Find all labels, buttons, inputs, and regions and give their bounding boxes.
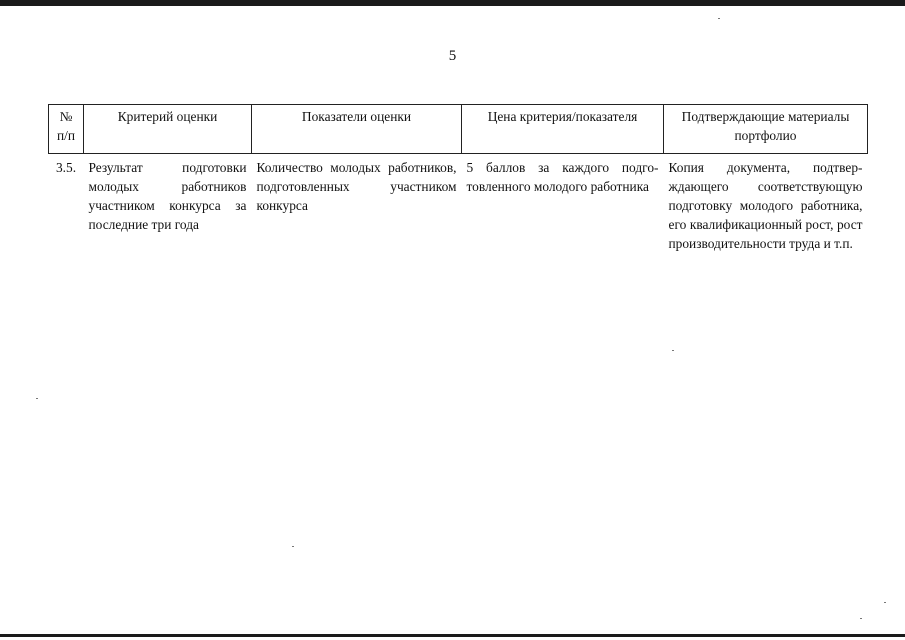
criteria-table <box>48 104 868 253</box>
table-header-row <box>49 105 868 154</box>
row-indicators: Количество молодых работников, подготовленных участником конкурса <box>256 160 457 213</box>
header-indicators: Показатели оценки <box>252 105 462 154</box>
row-materials: Копия документа, подтверждающего соответствующую подготовку молодого работника, его квалификационный рост, рост производительности труда и т.п. <box>668 160 863 251</box>
header-num: № п/п <box>49 105 84 154</box>
header-criterion: Критерий оценки <box>84 105 252 154</box>
header-materials: Подтверждающие материалы портфолио <box>664 105 868 154</box>
scan-edge-top <box>0 0 905 6</box>
scan-edge-bottom <box>0 634 905 637</box>
table-row <box>49 154 868 254</box>
header-price: Цена критерия/показателя <box>462 105 664 154</box>
row-criterion: Результат подготовки молодых работников участником конкурса за последние три года <box>88 160 247 232</box>
page-number: 5 <box>448 48 457 64</box>
row-price: 5 баллов за каждого подготовленного молодого работника <box>466 160 659 194</box>
row-num: 3.5. <box>55 160 77 175</box>
